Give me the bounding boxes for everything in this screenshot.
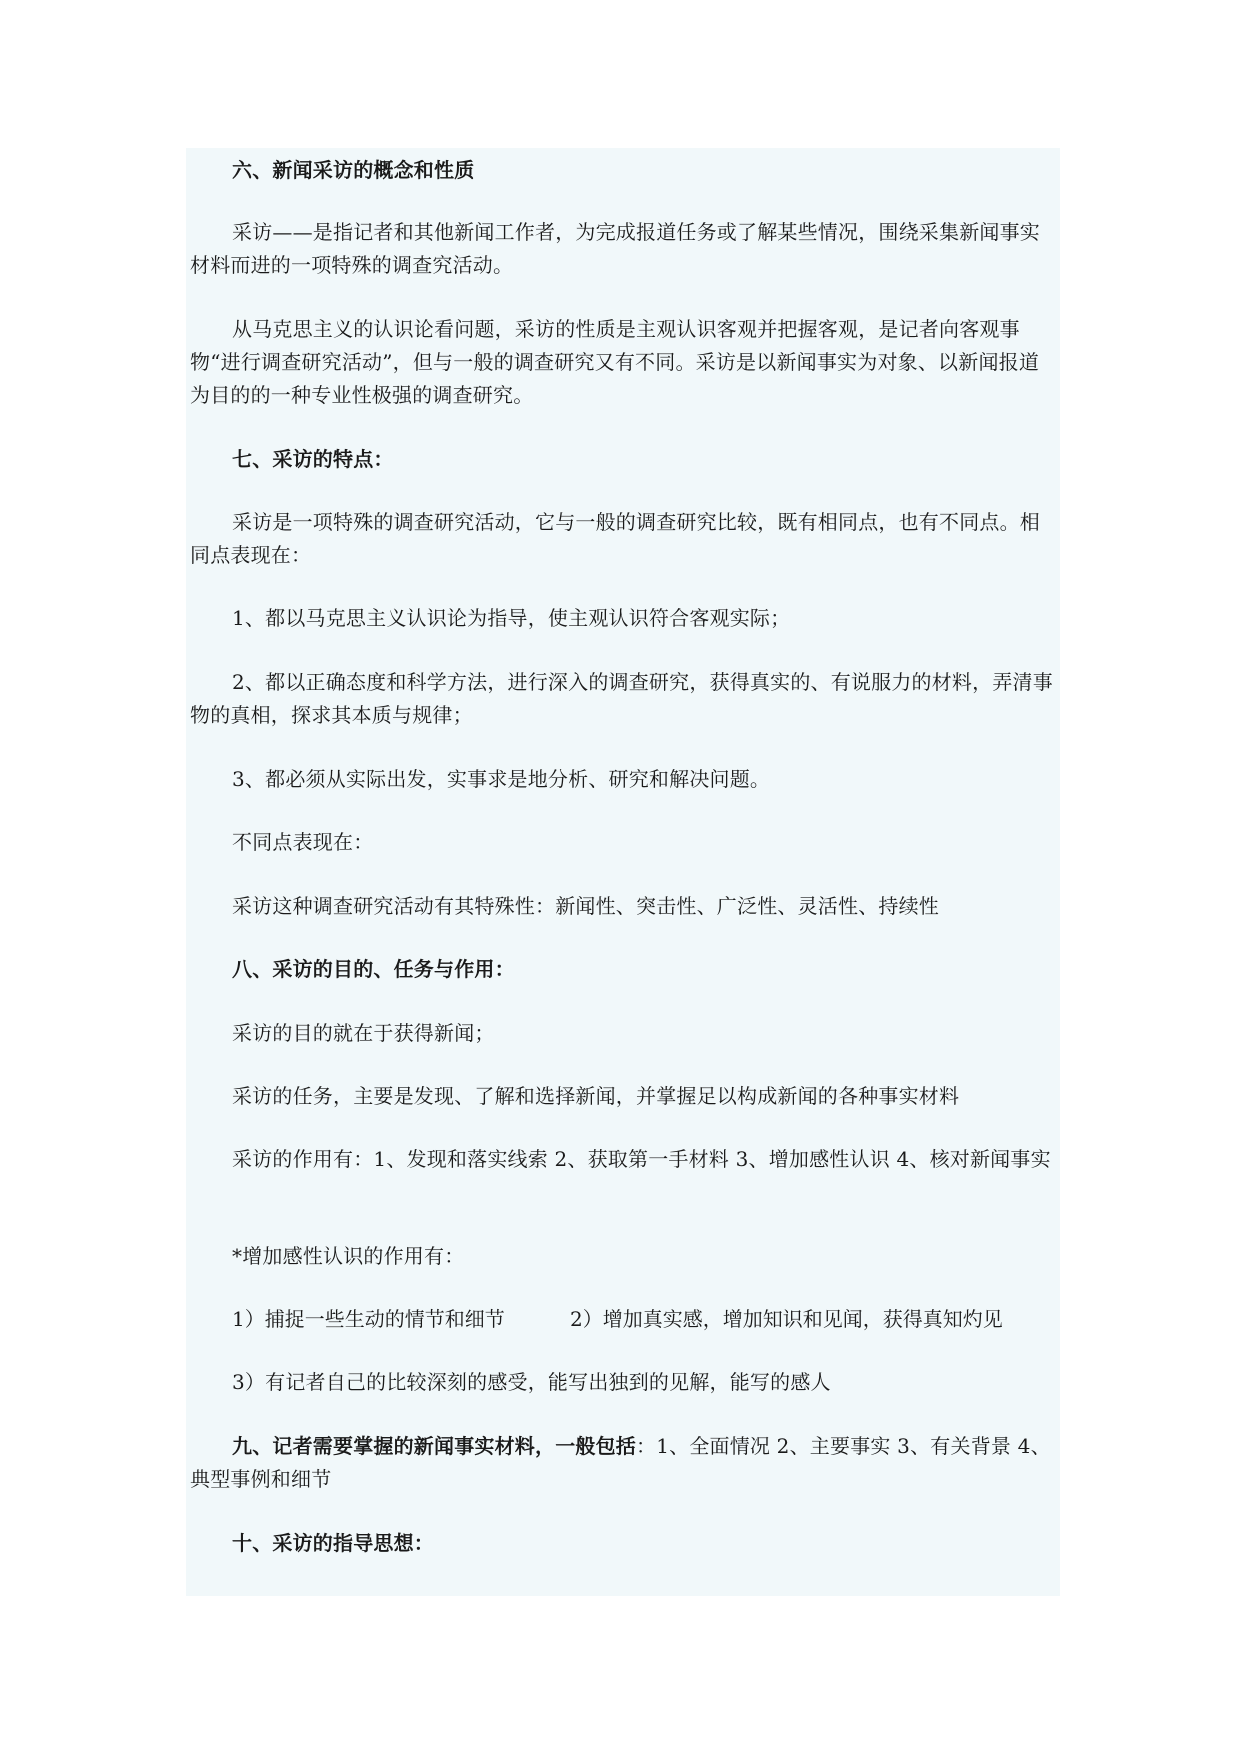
task-text: 采访的任务，主要是发现、了解和选择新闻，并掌握足以构成新闻的各种事实材料: [232, 1084, 960, 1108]
perceptual-point-1: 1）捕捉一些生动的情节和细节: [232, 1307, 505, 1331]
same-point-1: 1、都以马克思主义认识论为指导，使主观认识符合客观实际；: [232, 606, 791, 630]
section-9-paragraph: [190, 1430, 1056, 1496]
role-text: 采访的作用有：1、发现和落实线索 2、获取第一手材料 3、增加感性认识 4、核对新闻事实: [232, 1147, 1051, 1171]
section-10-heading: 十、采访的指导思想：: [232, 1531, 434, 1555]
diff-text: 采访这种调查研究活动有其特殊性：新闻性、突击性、广泛性、灵活性、持续性: [232, 894, 939, 918]
section-9-heading: 九、记者需要掌握的新闻事实材料，一般包括: [232, 1434, 636, 1458]
section-7-heading: 七、采访的特点：: [232, 447, 394, 471]
section-7-intro: 采访是一项特殊的调查研究活动，它与一般的调查研究比较，既有相同点，也有不同点。相同点表现在：: [190, 510, 1040, 567]
perceptual-label: *增加感性认识的作用有：: [232, 1244, 465, 1268]
section-6-nature: 从马克思主义的认识论看问题，采访的性质是主观认识客观并把握客观，是记者向客观事物“进行调查研究活动”，但与一般的调查研究又有不同。采访是以新闻事实为对象、以新闻报道为目的的一种专业性极强的调查研究。: [190, 317, 1040, 407]
section-9-content: ：1、全面情况 2、主要事实 3、有关背景 4、典型事例和细节: [190, 1434, 1051, 1491]
perceptual-point-3: 3）有记者自己的比较深刻的感受，能写出独到的见解，能写的感人: [232, 1370, 831, 1394]
perceptual-point-2: 2）增加真实感，增加知识和见闻，获得真知灼见: [570, 1307, 1003, 1331]
section-6-heading: 六、新闻采访的概念和性质: [232, 158, 475, 182]
same-point-3: 3、都必须从实际出发，实事求是地分析、研究和解决问题。: [232, 767, 771, 791]
diff-label: 不同点表现在：: [232, 830, 374, 854]
section-8-heading: 八、采访的目的、任务与作用：: [232, 957, 515, 981]
purpose-text: 采访的目的就在于获得新闻；: [232, 1021, 495, 1045]
same-point-2: 2、都以正确态度和科学方法，进行深入的调查研究，获得真实的、有说服力的材料，弄清事物的真相，探求其本质与规律；: [190, 670, 1053, 727]
section-6-definition: 采访——是指记者和其他新闻工作者，为完成报道任务或了解某些情况，围绕采集新闻事实材料而进的一项特殊的调查究活动。: [190, 220, 1040, 277]
perceptual-row-1: [232, 1303, 1056, 1336]
